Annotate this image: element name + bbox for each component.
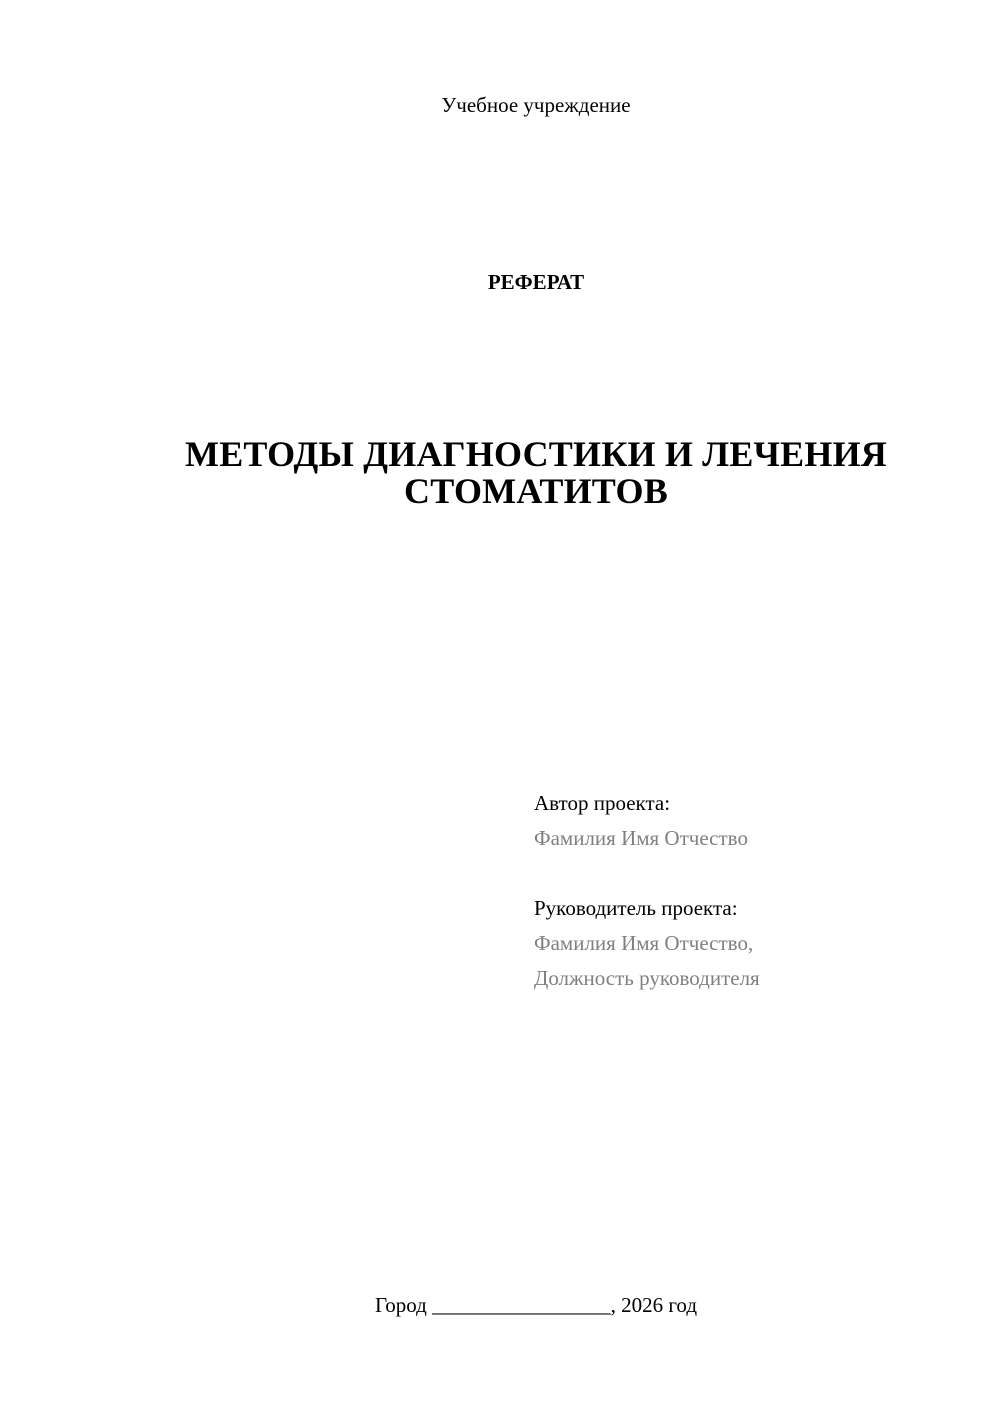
supervisor-label: Руководитель проекта: [534,896,738,920]
supervisor-position: Должность руководителя [534,966,760,990]
title-line-2: СТОМАТИТОВ [404,471,668,511]
document-type: РЕФЕРАТ [487,270,585,294]
people-block [534,786,974,996]
author-label: Автор проекта: [534,791,671,815]
institution-name: Учебное учреждение [441,93,631,117]
supervisor-name: Фамилия Имя Отчество, [534,931,754,955]
city-year-line: Город _________________, 2026 год [374,1293,698,1317]
document-title [0,436,1000,510]
spacer [534,856,974,891]
title-line-1: МЕТОДЫ ДИАГНОСТИКИ И ЛЕЧЕНИЯ [185,434,887,474]
author-name: Фамилия Имя Отчество [534,826,748,850]
